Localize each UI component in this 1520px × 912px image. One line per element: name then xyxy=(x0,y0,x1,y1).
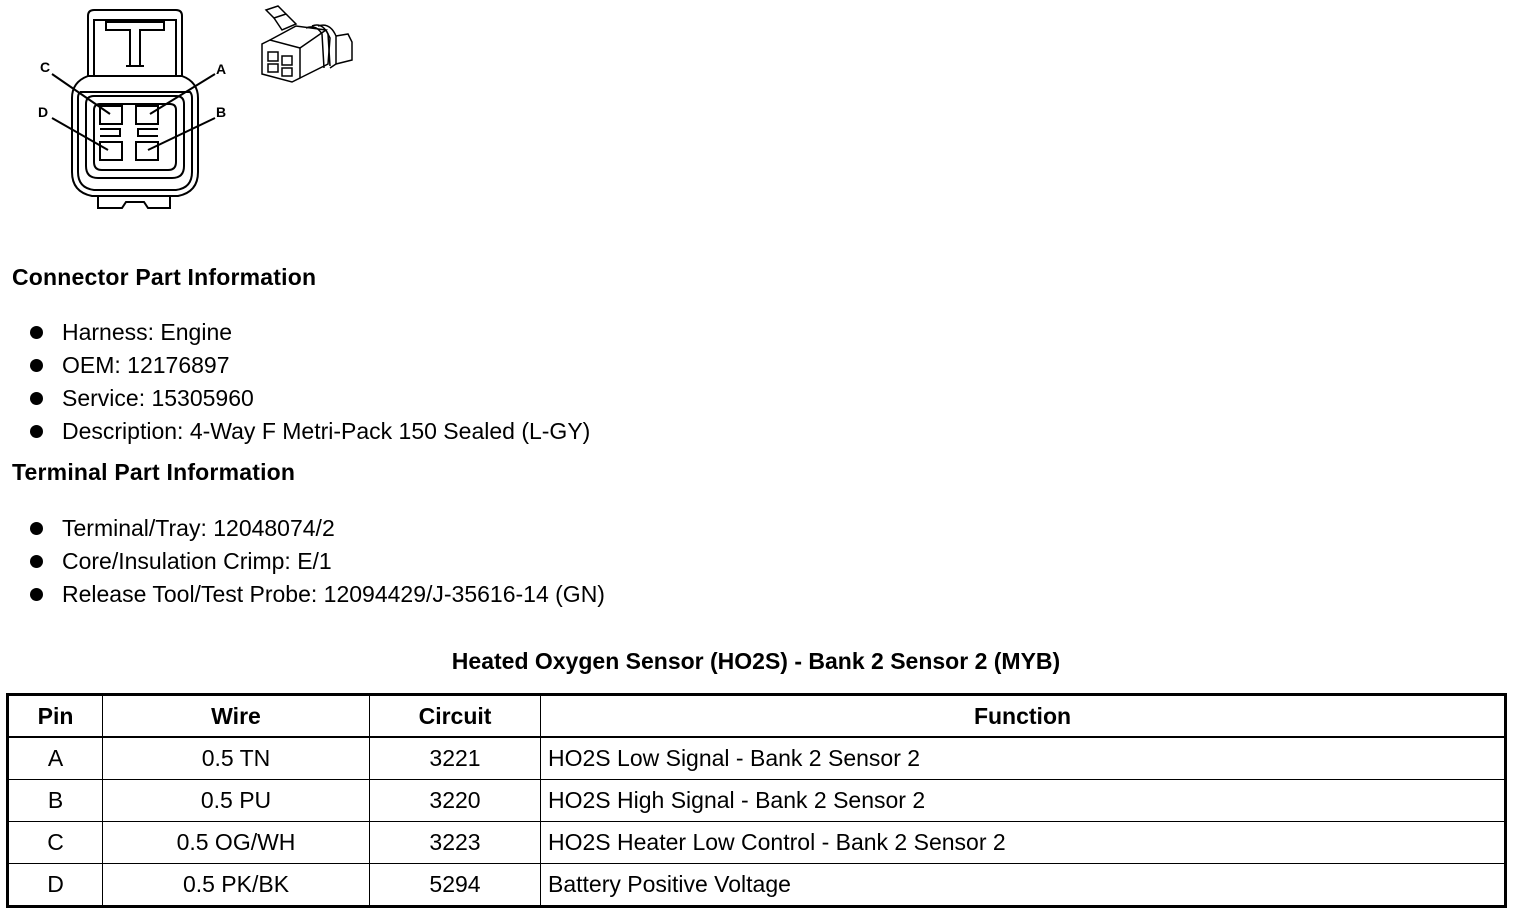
pin-cell: B xyxy=(8,780,103,822)
bullet-icon xyxy=(30,555,43,568)
table-row xyxy=(8,864,1506,907)
column-header-function: Function xyxy=(541,695,1506,738)
connector-part-info-heading: Connector Part Information xyxy=(12,264,317,290)
bullet-icon xyxy=(30,359,43,372)
column-header-wire: Wire xyxy=(103,695,370,738)
circuit-cell: 3220 xyxy=(370,780,541,822)
list-item: Service: 15305960 xyxy=(28,382,590,415)
function-cell: HO2S Low Signal - Bank 2 Sensor 2 xyxy=(541,737,1506,780)
list-item: Release Tool/Test Probe: 12094429/J-35616-14 (GN) xyxy=(28,578,605,611)
pinout-table xyxy=(6,693,1507,908)
wire-cell: 0.5 PU xyxy=(103,780,370,822)
bullet-icon xyxy=(30,522,43,535)
pin-label-b: B xyxy=(216,104,227,120)
function-cell: HO2S High Signal - Bank 2 Sensor 2 xyxy=(541,780,1506,822)
function-cell: Battery Positive Voltage xyxy=(541,864,1506,907)
wire-cell: 0.5 OG/WH xyxy=(103,822,370,864)
table-row xyxy=(8,737,1506,780)
terminal-part-info-heading: Terminal Part Information xyxy=(12,459,296,485)
column-header-pin: Pin xyxy=(8,695,103,738)
circuit-cell: 3221 xyxy=(370,737,541,780)
pin-label-a: A xyxy=(216,61,227,77)
connector-face-drawing xyxy=(30,2,290,214)
list-item: Core/Insulation Crimp: E/1 xyxy=(28,545,605,578)
pinout-table-title: Heated Oxygen Sensor (HO2S) - Bank 2 Sensor 2 (MYB) xyxy=(451,648,1061,674)
bullet-icon xyxy=(30,588,43,601)
terminal-part-info-list xyxy=(28,512,605,611)
wire-cell: 0.5 PK/BK xyxy=(103,864,370,907)
circuit-cell: 3223 xyxy=(370,822,541,864)
list-item: Harness: Engine xyxy=(28,316,590,349)
list-item: OEM: 12176897 xyxy=(28,349,590,382)
pin-cell: C xyxy=(8,822,103,864)
wire-cell: 0.5 TN xyxy=(103,737,370,780)
bullet-icon xyxy=(30,392,43,405)
bullet-icon xyxy=(30,425,43,438)
connector-part-info-list xyxy=(28,316,590,448)
connector-isometric-icon xyxy=(256,4,356,86)
pin-cell: A xyxy=(8,737,103,780)
circuit-cell: 5294 xyxy=(370,864,541,907)
pin-label-c: C xyxy=(40,59,51,75)
bullet-icon xyxy=(30,326,43,339)
column-header-circuit: Circuit xyxy=(370,695,541,738)
list-item: Description: 4-Way F Metri-Pack 150 Sealed (L-GY) xyxy=(28,415,590,448)
table-row xyxy=(8,780,1506,822)
function-cell: HO2S Heater Low Control - Bank 2 Sensor 2 xyxy=(541,822,1506,864)
pin-label-d: D xyxy=(38,104,49,120)
list-item: Terminal/Tray: 12048074/2 xyxy=(28,512,605,545)
pin-cell: D xyxy=(8,864,103,907)
table-row xyxy=(8,822,1506,864)
table-header-row xyxy=(8,695,1506,738)
